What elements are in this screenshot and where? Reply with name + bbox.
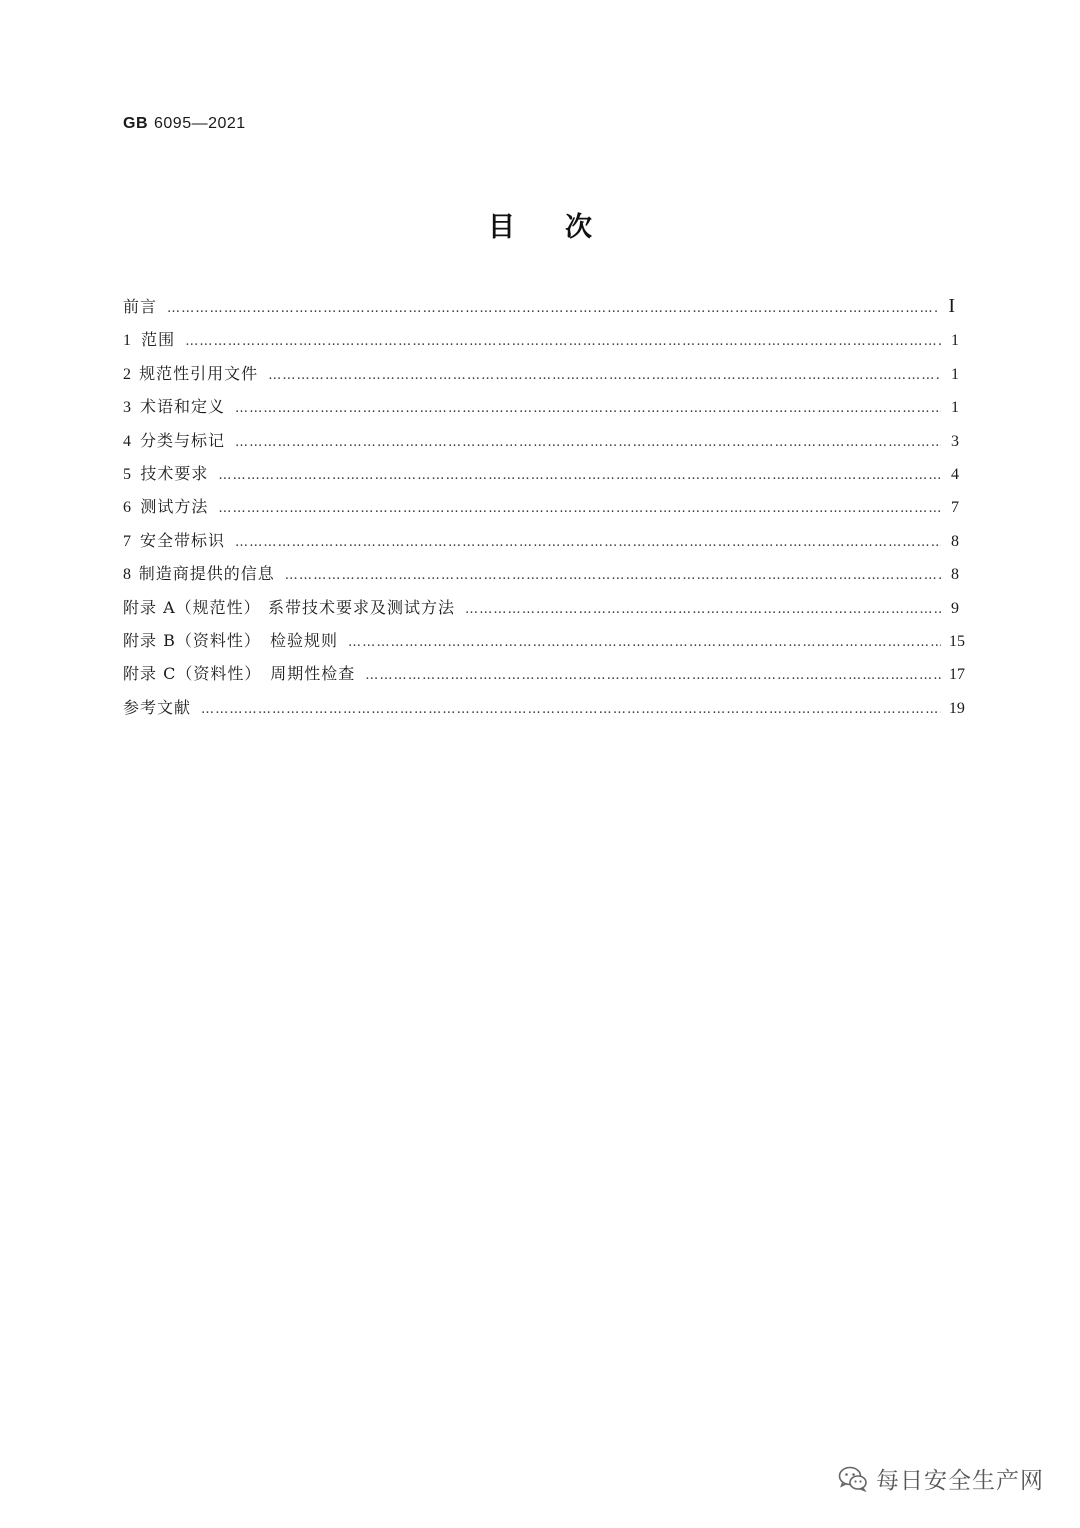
toc-entry-number: 4 (123, 432, 131, 450)
toc-entry[interactable] (123, 361, 959, 394)
toc-entry-label: 附录 A（规范性） (123, 597, 261, 617)
toc-leader-dots (268, 368, 941, 383)
toc-entry-page: 9 (951, 599, 959, 617)
wechat-icon (838, 1466, 868, 1492)
toc-entry[interactable] (123, 695, 965, 728)
toc-leader-dots (365, 668, 941, 683)
toc-title: 目次 (488, 212, 642, 243)
toc-entry-label: 分类与标记 (139, 430, 225, 450)
toc-entry-label: 规范性引用文件 (139, 363, 259, 383)
toc-entry-subtitle: 系带技术要求及测试方法 (268, 597, 456, 617)
toc-entry-page: 1 (951, 332, 959, 350)
toc-leader-dots (185, 334, 941, 349)
toc-entry[interactable] (123, 461, 959, 494)
toc-entry-label: 附录 B（资料性） (123, 630, 261, 650)
toc-entry[interactable] (123, 394, 959, 427)
toc-entry-page: 1 (951, 399, 959, 417)
toc-leader-dots (235, 435, 941, 450)
toc-leader-dots (201, 702, 941, 717)
toc-entry-subtitle: 周期性检查 (270, 664, 356, 684)
toc-entry-label: 制造商提供的信息 (138, 564, 275, 584)
toc-leader-dots (285, 568, 941, 583)
toc-entry-page: 8 (951, 532, 959, 550)
toc-entry-label: 附录 C（资料性） (123, 664, 262, 684)
toc-leader-dots (167, 301, 937, 316)
toc-entry-page: 3 (951, 432, 959, 450)
toc-leader-dots (218, 468, 941, 483)
toc-entry-number: 3 (123, 399, 131, 417)
toc-entry-subtitle: 检验规则 (270, 630, 339, 650)
toc-entry-page: 8 (951, 566, 959, 584)
toc-entry-label: 范围 (141, 330, 176, 350)
table-of-contents (123, 294, 965, 728)
toc-entry[interactable] (123, 327, 959, 360)
toc-leader-dots (235, 535, 941, 550)
toc-entry[interactable] (123, 595, 959, 628)
toc-leader-dots (465, 602, 941, 617)
standard-code (123, 115, 246, 133)
toc-entry-number: 7 (123, 532, 131, 550)
watermark (838, 1462, 1044, 1495)
toc-entry[interactable] (123, 561, 959, 594)
toc-entry-page: 4 (951, 465, 959, 483)
toc-entry-label: 术语和定义 (139, 397, 225, 417)
standard-number: 6095—2021 (154, 115, 246, 132)
toc-entry-label: 安全带标识 (139, 530, 225, 550)
toc-entry-label: 测试方法 (140, 497, 209, 517)
watermark-text: 每日安全生产网 (876, 1468, 1044, 1494)
toc-leader-dots (235, 401, 941, 416)
toc-entry-label: 前言 (123, 297, 158, 316)
toc-entry[interactable] (123, 494, 959, 527)
toc-entry-number: 6 (123, 499, 131, 517)
toc-leader-dots (348, 635, 941, 650)
toc-entry-number: 2 (123, 365, 131, 383)
toc-entry-page: 1 (951, 365, 959, 383)
standard-prefix: GB (123, 115, 148, 132)
toc-entry-label: 参考文献 (123, 697, 192, 717)
toc-entry-page: 17 (949, 666, 965, 684)
toc-entry[interactable] (123, 528, 959, 561)
toc-entry[interactable] (123, 428, 959, 461)
toc-entry-number: 8 (123, 566, 131, 584)
toc-entry-page: 7 (951, 499, 959, 517)
toc-entry-label: 技术要求 (140, 463, 209, 483)
toc-entry-page: 19 (948, 699, 965, 717)
toc-entry-number: 1 (123, 332, 131, 350)
toc-entry-page: 15 (949, 632, 965, 650)
toc-entry-page: I (948, 295, 955, 317)
toc-leader-dots (218, 501, 941, 516)
toc-entry-number: 5 (123, 465, 131, 483)
toc-entry[interactable] (123, 294, 959, 327)
toc-entry[interactable] (123, 661, 965, 694)
toc-entry[interactable] (123, 628, 965, 661)
